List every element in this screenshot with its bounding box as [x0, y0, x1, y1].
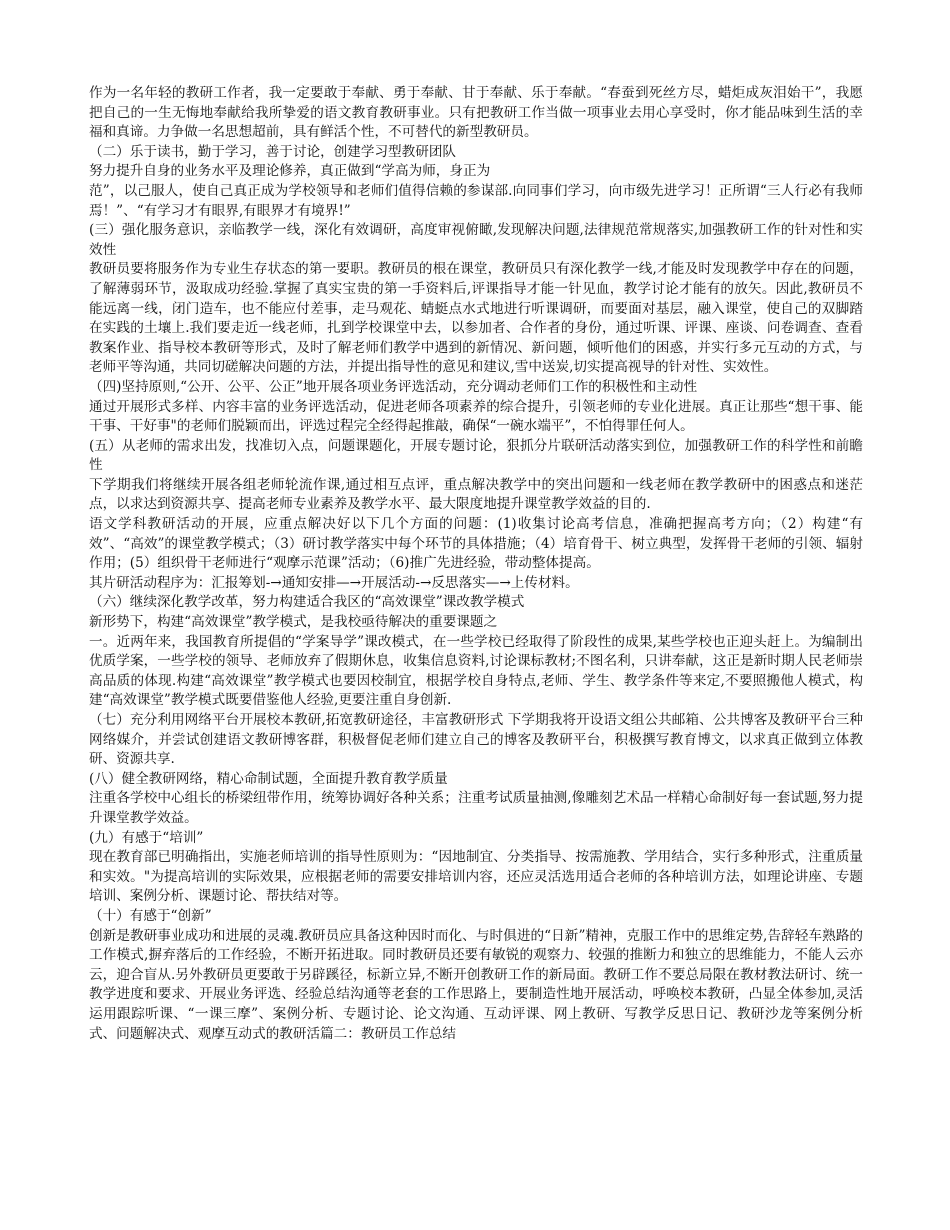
- paragraph-5a: 下学期我们将继续开展各组老师轮流作课,通过相互点评，重点解决教学中的突出问题和一线老师在教学教研中的困惑点和迷茫点，以求达到资源共享、提高老师专业素养及教学水平、最大限度地提升课堂教学效益的目的.: [89, 476, 863, 513]
- paragraph-2a: 努力提升自身的业务水平及理论修养，真正做到“学高为师，身正为: [89, 163, 491, 180]
- section-heading-5: (五）从老师的需求出发，找准切入点，问题课题化，开展专题讨论，狠抓分片联研活动落实到位，加强教研工作的科学性和前瞻性: [89, 437, 863, 474]
- paragraph-3: 教研员要将服务作为专业生存状态的第一要职。教研员的根在课堂，教研员只有深化教学一线,才能及时发现教学中存在的问题，了解薄弱环节，汲取成功经验.掌握了真实宝贵的第一手资料后,评课指导才能一针见血，教学讨论才能有的放矢。因此,教研员不能远离一线，闭门造车，也不能应付差事，走马观花、蜻蜓点水式地进行听课调研，而要面对基层，融入课堂，使自己的双脚踏在实践的土壤上.我们要走近一线老师，扎到学校课堂中去，以参加者、合作者的身份，通过听课、评课、座谈、问卷调查、查看教案作业、指导校本教研等形式，及时了解老师们教学中遇到的新情况、新问题，倾听他们的困惑，并实行多元互动的方式，与老师平等沟通，共同切磋解决问题的方法，并提出指导性的意见和建议,雪中送炭,切实提高视导的针对性、实效性。: [89, 261, 863, 376]
- section-heading-8: (八）健全教研网络，精心命制试题，全面提升教育教学质量: [89, 770, 448, 787]
- section-heading-3: (三）强化服务意识，亲临教学一线，深化有效调研，高度审视俯瞰,发现解决问题,法律规范常规落实,加强教研工作的针对性和实效性: [89, 222, 863, 258]
- paragraph-2b: 范”，以己服人，使自己真正成为学校领导和老师们值得信赖的参谋部.向同事们学习，向市级先进学习！正所谓“三人行必有我师焉！”、“有学习才有眼界,有眼界才有境界!”: [89, 182, 863, 219]
- document-body: [89, 84, 863, 1044]
- paragraph-6a: 新形势下，构建“高效课堂”教学模式，是我校亟待解决的重要课题之: [89, 614, 498, 631]
- section-heading-4: （四)坚持原则,“公开、公平、公正”地开展各项业务评选活动，充分调动老师们工作的积极性和主动性: [89, 378, 698, 395]
- section-heading-10: （十）有感于“创新”: [89, 907, 212, 924]
- paragraph-9: 现在教育部已明确指出，实施老师培训的指导性原则为：“因地制宜、分类指导、按需施教、学用结合，实行多种形式，注重质量和实效。"为提高培训的实际效果，应根据老师的需要安排培训内容，还应灵活选用适合老师的各种培训方法，如理论讲座、专题培训、案例分析、课题讨论、帮扶结对等。: [89, 849, 863, 905]
- paragraph-10: 创新是教研事业成功和进展的灵魂.教研员应具备这种因时而化、与时俱进的“日新”精神，克服工作中的思维定势,告辞轻车熟路的工作模式,摒弃落后的工作经验，不断开拓进取。同时教研员还要有敏锐的观察力、较强的推断力和独立的思维能力，不能人云亦云，迎合盲从.另外教研员更要敢于另辟蹊径，标新立异,不断开创教研工作的新局面。教研工作不要总局限在教材教法研讨、统一教学进度和要求、开展业务评选、经验总结沟通等老套的工作思路上，要制造性地开展活动，呼唤校本教研，凸显全体参加,灵活运用跟踪听课、“一课三摩”、案例分析、专题讨论、论文沟通、互动评课、网上教研、写教学反思日记、教研沙龙等案例分析式、问题解决式、观摩互动式的教研活篇二：教研员工作总结: [89, 927, 863, 1042]
- section-heading-2: （二）乐于读书，勤于学习，善于讨论，创建学习型教研团队: [89, 143, 457, 160]
- paragraph-5b: 语文学科教研活动的开展，应重点解决好以下几个方面的问题：(1)收集讨论高考信息，准确把握高考方向；（2）构建“有效”、“高效”的课堂教学模式；（3）研讨教学落实中每个环节的具体措施；（4）培育骨干、树立典型，发挥骨干老师的引领、辐射作用；(5）组织骨干老师进行“观摩示范课”活动；（6)推广先进经验，带动整体提高。: [89, 516, 863, 572]
- paragraph-8: 注重各学校中心组长的桥梁纽带作用，统筹协调好各种关系；注重考试质量抽测,像雕刻艺术品一样精心命制好每一套试题,努力提升课堂教学效益。: [89, 790, 863, 826]
- paragraph-4: 通过开展形式多样、内容丰富的业务评选活动，促进老师各项素养的综合提升，引领老师的专业化进展。真正让那些“想干事、能干事、干好事"的老师们脱颖而出，评选过程完全经得起推敲，确保“一碗水端平”，不怕得罪任何人。: [89, 398, 863, 435]
- paragraph-5c: 其片研活动程序为：汇报筹划-→通知安排—→开展活动-→反思落实—→上传材料。: [89, 574, 579, 591]
- section-heading-9: (九）有感于“培训”: [89, 829, 204, 846]
- section-heading-6: （六）继续深化教学改革，努力构建适合我区的“高效课堂”课改教学模式: [89, 594, 525, 611]
- paragraph-6b: 一。近两年来，我国教育所提倡的“学案导学”课改模式，在一些学校已经取得了阶段性的成果,某些学校也正迎头赶上。为编制出优质学案，一些学校的领导、老师放弃了假期休息，收集信息资料,讨论课标教材;不图名利，只讲奉献，这正是新时期人民老师崇高品质的体现.构建“高效课堂”教学模式也要因校制宜，根据学校自身特点,老师、学生、教学条件等来定,不要照搬他人模式，构建“高效课堂”教学模式既要借鉴他人经验,更要注重自身创新.: [89, 633, 863, 709]
- section-heading-7: （七）充分利用网络平台开展校本教研,拓宽教研途径，丰富教研形式 下学期我将开设语文组公共邮箱、公共博客及教研平台三种网络媒介，并尝试创建语文教研博客群，积极督促老师们建立自己的博客及教研平台，积极撰写教育博文，以求真正做到立体教研、资源共享.: [89, 712, 863, 768]
- paragraph-1: 作为一名年轻的教研工作者，我一定要敢于奉献、勇于奉献、甘于奉献、乐于奉献。“春蚕到死丝方尽，蜡炬成灰泪始干”，我愿把自己的一生无悔地奉献给我所挚爱的语文教育教研事业。只有把教研工作当做一项事业去用心享受时，你才能品味到生活的幸福和真谛。力争做一名思想超前，具有鲜活个性，不可替代的新型教研员。: [89, 85, 863, 141]
